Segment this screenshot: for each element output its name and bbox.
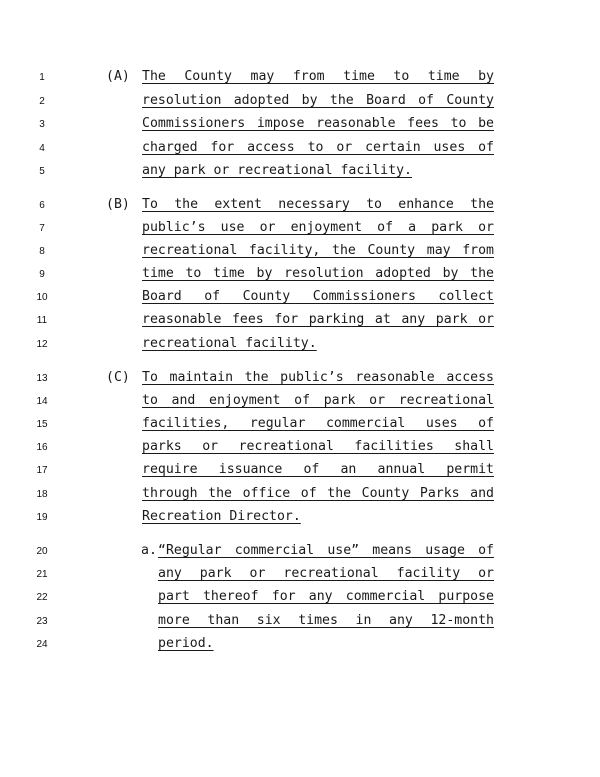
paragraph-line: any park or recreational facility or xyxy=(158,566,494,581)
line-number: 5 xyxy=(39,166,45,177)
paragraph-line: facilities, regular commercial uses of xyxy=(142,416,494,431)
paragraph-line: To the extent necessary to enhance the xyxy=(142,197,494,212)
line-number: 18 xyxy=(36,489,48,500)
paragraph-line: public’s use or enjoyment of a park or xyxy=(142,220,494,235)
line-number: 8 xyxy=(39,246,45,257)
paragraph-line: parks or recreational facilities shall xyxy=(142,439,494,454)
line-number: 13 xyxy=(36,373,48,384)
paragraph-line: Recreation Director. xyxy=(142,509,301,524)
line-number: 21 xyxy=(36,569,48,580)
paragraph-line: to and enjoyment of park or recreational xyxy=(142,393,494,408)
line-number: 22 xyxy=(36,592,48,603)
paragraph-line: “Regular commercial use” means usage of xyxy=(158,543,494,558)
subparagraph-marker: a. xyxy=(141,543,157,558)
line-number: 24 xyxy=(36,639,48,650)
paragraph-line: To maintain the public’s reasonable access xyxy=(142,370,494,385)
line-number: 2 xyxy=(39,96,45,107)
paragraph-marker: (B) xyxy=(106,197,130,212)
paragraph-line: part thereof for any commercial purpose xyxy=(158,589,494,604)
paragraph-line: recreational facility, the County may from xyxy=(142,243,494,258)
line-number: 1 xyxy=(39,72,45,83)
line-number: 20 xyxy=(36,546,48,557)
paragraph-marker: (A) xyxy=(106,69,130,84)
line-number: 6 xyxy=(39,200,45,211)
paragraph-line: Commissioners impose reasonable fees to be xyxy=(142,116,494,131)
paragraph-line: require issuance of an annual permit xyxy=(142,462,494,477)
paragraph-line: through the office of the County Parks and xyxy=(142,486,494,501)
paragraph-line: The County may from time to time by xyxy=(142,69,494,84)
line-number: 11 xyxy=(36,315,48,326)
line-number: 19 xyxy=(36,512,48,523)
paragraph-line: any park or recreational facility. xyxy=(142,163,412,178)
paragraph-line: reasonable fees for parking at any park or xyxy=(142,312,494,327)
line-number: 3 xyxy=(39,119,45,130)
paragraph-line: more than six times in any 12-month xyxy=(158,613,494,628)
paragraph-marker: (C) xyxy=(106,370,130,385)
line-number: 23 xyxy=(36,616,48,627)
line-number: 15 xyxy=(36,419,48,430)
paragraph-line: resolution adopted by the Board of County xyxy=(142,93,494,108)
line-number: 7 xyxy=(39,223,45,234)
line-number: 16 xyxy=(36,442,48,453)
paragraph-line: time to time by resolution adopted by the xyxy=(142,266,494,281)
line-number: 10 xyxy=(36,292,48,303)
paragraph-line: Board of County Commissioners collect xyxy=(142,289,494,304)
paragraph-line: period. xyxy=(158,636,214,651)
line-number: 12 xyxy=(36,339,48,350)
paragraph-line: charged for access to or certain uses of xyxy=(142,140,494,155)
paragraph-line: recreational facility. xyxy=(142,336,317,351)
line-number: 17 xyxy=(36,465,48,476)
line-number: 14 xyxy=(36,396,48,407)
line-number: 4 xyxy=(39,143,45,154)
line-number: 9 xyxy=(39,269,45,280)
